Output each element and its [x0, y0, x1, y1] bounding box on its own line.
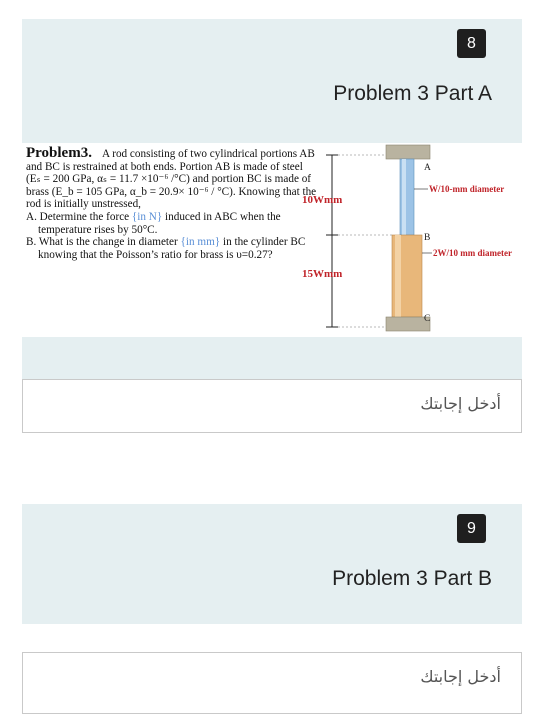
answer-input-9[interactable]: [22, 652, 522, 714]
item-b-text-end: in the cylinder BC knowing that the Poisson’s ratio for brass is υ=0.27?: [38, 236, 306, 261]
problem-statement: [22, 143, 522, 337]
problem-item-b: [26, 236, 318, 261]
diameter-ab-label: [429, 184, 504, 194]
item-a-text-end: induced in ABC when the temperature rises by 50°C.: [38, 210, 281, 236]
rod-figure: [300, 143, 520, 337]
question-title: Problem 3 Part A: [333, 82, 492, 105]
answer-placeholder: أدخل إجابتك: [420, 394, 501, 413]
point-a-label: A: [424, 163, 431, 173]
diameter-bc-label: [433, 248, 512, 258]
point-b-label: B: [424, 233, 431, 243]
item-b-unit: {in mm}: [180, 236, 221, 249]
problem-item-a: [26, 211, 318, 236]
question-title: Problem 3 Part B: [332, 567, 492, 590]
point-c-label: C: [424, 314, 431, 324]
problem-heading: Problem3.: [26, 145, 92, 161]
question-card-9: [22, 504, 522, 624]
item-a-text: A. Determine the force: [26, 210, 132, 223]
item-a-unit: {in N}: [131, 210, 163, 223]
problem-text: [26, 147, 318, 261]
question-number: 9: [457, 514, 486, 543]
diameter-ab-text: W/10-mm diameter: [429, 184, 505, 194]
problem-body: A rod consisting of two cylindrical portions AB and BC is restrained at both ends. Portion AB is made of steel (Eₛ = 200 GPa, αₛ = 11.7 ×10⁻⁶ /°C) and portion BC is made of brass (E_b = 105 GPa, α_b = 20.9× 10⁻⁶ / °C). Knowing that the rod is initially unstressed,: [26, 148, 317, 211]
answer-input-8[interactable]: [22, 379, 522, 433]
dimension-ab-label: 10Wmm: [302, 194, 343, 206]
question-number: 8: [457, 29, 486, 58]
dimension-bc-label: 15Wmm: [302, 268, 343, 280]
top-support: [386, 145, 430, 159]
diameter-bc-text: 2W/10 mm diameter: [433, 248, 512, 258]
answer-placeholder: أدخل إجابتك: [420, 667, 501, 686]
item-b-text: B. What is the change in diameter: [26, 236, 181, 249]
